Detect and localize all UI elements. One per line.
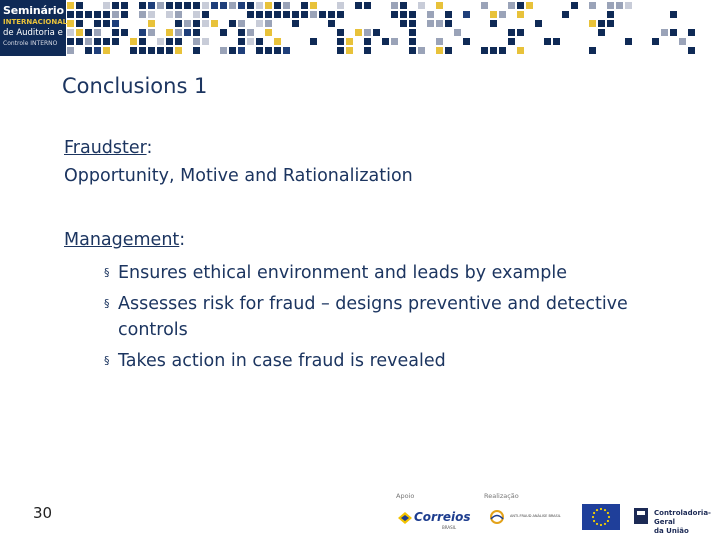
pattern-square [247,29,254,36]
pattern-square [247,11,254,18]
pattern-square [445,11,452,18]
pattern-square [130,47,137,54]
realization-emblem-icon [486,510,508,524]
pattern-square [517,47,524,54]
pattern-square [346,47,353,54]
pattern-square [256,11,263,18]
pattern-square [562,11,569,18]
bullet-item: § Assesses risk for fraud – designs preventive and detective controls [118,291,684,343]
pattern-square [517,2,524,9]
pattern-square [598,29,605,36]
pattern-square [652,38,659,45]
pattern-square [247,38,254,45]
pattern-square [67,11,74,18]
pattern-square [184,2,191,9]
eu-flag-icon [582,504,620,530]
pattern-square [193,38,200,45]
pattern-square [328,11,335,18]
pattern-square [121,2,128,9]
pattern-square [112,29,119,36]
bullet-square-icon: § [104,354,110,367]
pattern-square [409,11,416,18]
pattern-square [67,2,74,9]
eu-star [604,523,606,525]
pattern-square [274,47,281,54]
eu-star [600,524,602,526]
fraudster-heading-line: Fraudster: [64,138,153,158]
pattern-square [409,47,416,54]
pattern-square [148,47,155,54]
pattern-square [193,11,200,18]
cgu-emblem-icon [632,506,650,526]
pattern-square [337,38,344,45]
pattern-square [148,20,155,27]
pattern-square [166,38,173,45]
pattern-square [274,11,281,18]
pattern-square [85,11,92,18]
pattern-square [166,29,173,36]
support-label: Apoio [396,492,415,500]
pattern-square [265,47,272,54]
pattern-square [157,38,164,45]
pattern-square [301,2,308,9]
pattern-square [103,20,110,27]
pattern-square [364,38,371,45]
pattern-square [166,2,173,9]
pattern-square [130,38,137,45]
pattern-square [283,2,290,9]
pattern-square [94,11,101,18]
management-heading: Management [64,230,180,250]
pattern-square [112,11,119,18]
pattern-square [238,38,245,45]
pattern-square [436,2,443,9]
pattern-square [265,2,272,9]
pattern-square [499,47,506,54]
correios-sub: BRASIL [442,525,457,530]
pattern-square [139,47,146,54]
pattern-square [220,29,227,36]
pattern-square [238,47,245,54]
pattern-square [121,11,128,18]
eu-star [607,520,609,522]
pattern-square [103,2,110,9]
pattern-square [229,47,236,54]
pattern-square [409,20,416,27]
pattern-square [625,38,632,45]
pattern-square [283,11,290,18]
eu-star [600,508,602,510]
pattern-square [67,20,74,27]
realization-org-text: ANTI-FRAUD ANÁLISE BRASIL [510,514,561,518]
pattern-square [85,38,92,45]
pattern-square [517,11,524,18]
pattern-square [301,11,308,18]
pattern-square [688,47,695,54]
pattern-square [409,29,416,36]
pattern-square [283,47,290,54]
pattern-square [400,20,407,27]
pattern-square [112,2,119,9]
pattern-square [463,38,470,45]
pattern-square [346,38,353,45]
slide-body [64,134,684,379]
pattern-square [427,11,434,18]
pattern-square [67,29,74,36]
pattern-square [139,11,146,18]
pattern-square [265,29,272,36]
pattern-square [121,29,128,36]
pattern-square [184,29,191,36]
pattern-square [490,11,497,18]
pattern-square [535,20,542,27]
pattern-square [193,47,200,54]
pattern-square [310,38,317,45]
pattern-square [238,29,245,36]
pattern-square [526,2,533,9]
pattern-square [670,29,677,36]
pattern-square [220,47,227,54]
pattern-square [409,38,416,45]
pattern-square [202,2,209,9]
pattern-square [364,47,371,54]
pattern-square [625,2,632,9]
pattern-square [175,29,182,36]
pattern-square [337,47,344,54]
pattern-square [517,29,524,36]
correios-logo-icon [398,512,412,524]
pattern-square [400,11,407,18]
pattern-square [157,2,164,9]
pattern-square [139,2,146,9]
pattern-square [76,20,83,27]
pattern-square [265,20,272,27]
pattern-square [544,38,551,45]
pattern-square [436,38,443,45]
pattern-square [337,2,344,9]
pattern-square [238,2,245,9]
pattern-square [166,47,173,54]
pattern-square [247,2,254,9]
pattern-square [328,20,335,27]
pattern-square [436,47,443,54]
pattern-square [463,11,470,18]
pattern-square [193,2,200,9]
pattern-square [490,20,497,27]
pattern-square [481,47,488,54]
pattern-square [76,29,83,36]
pattern-square [94,47,101,54]
pattern-square [193,20,200,27]
pattern-square [148,29,155,36]
pattern-square [175,20,182,27]
pattern-square [238,20,245,27]
header-banner [0,0,720,60]
realization-label: Realização [484,492,519,500]
pattern-square [265,11,272,18]
pattern-square [445,47,452,54]
pattern-square [175,38,182,45]
pattern-square [661,29,668,36]
eu-star [593,520,595,522]
seminar-logo [0,0,66,56]
pattern-square [355,2,362,9]
pattern-square [616,2,623,9]
pattern-square [175,11,182,18]
pattern-square [175,2,182,9]
pattern-square [229,2,236,9]
sponsor-logos [390,490,720,540]
pattern-square [688,29,695,36]
pattern-square [103,38,110,45]
eu-star [604,509,606,511]
pattern-square [436,20,443,27]
fraudster-heading: Fraudster [64,138,147,158]
pattern-square [211,20,218,27]
pattern-square [454,29,461,36]
pattern-square [571,2,578,9]
pattern-square [499,11,506,18]
pattern-square [193,29,200,36]
pattern-square [589,20,596,27]
pattern-square [391,11,398,18]
pattern-square [364,2,371,9]
pattern-square [508,29,515,36]
pattern-square [589,47,596,54]
eu-star [592,516,594,518]
pixel-pattern-decoration [66,0,720,60]
management-heading-line: Management: [64,230,186,250]
pattern-square [76,38,83,45]
pattern-square [220,2,227,9]
pattern-square [103,11,110,18]
eu-star [607,512,609,514]
pattern-square [607,20,614,27]
pattern-square [418,47,425,54]
pattern-square [229,20,236,27]
cgu-name: Controladoria-Geral da União [654,509,711,535]
pattern-square [256,38,263,45]
pattern-square [310,2,317,9]
pattern-square [211,2,218,9]
eu-star [596,509,598,511]
management-bullet-list [64,260,684,374]
pattern-square [94,29,101,36]
pattern-square [184,20,191,27]
bullet-item: § Ensures ethical environment and leads by example [118,260,684,286]
logo-line-1: Seminário [3,4,64,17]
slide-title: Conclusions 1 [62,74,208,98]
page-number: 30 [33,504,53,522]
pattern-square [598,20,605,27]
pattern-square [85,29,92,36]
bullet-square-icon: § [104,297,110,310]
bullet-square-icon: § [104,266,110,279]
correios-name: Correios [414,510,471,524]
eu-star [593,512,595,514]
pattern-square [157,47,164,54]
pattern-square [76,11,83,18]
pattern-square [445,20,452,27]
pattern-square [418,2,425,9]
pattern-square [139,38,146,45]
pattern-square [103,47,110,54]
pattern-square [337,11,344,18]
pattern-square [364,29,371,36]
bullet-item: § Takes action in case fraud is revealed [118,348,684,374]
pattern-square [256,20,263,27]
pattern-square [148,11,155,18]
pattern-square [382,38,389,45]
pattern-square [490,47,497,54]
pattern-square [112,20,119,27]
pattern-square [67,38,74,45]
logo-line-3: de Auditoria e [3,28,63,38]
pattern-square [319,11,326,18]
pattern-square [139,29,146,36]
pattern-square [607,2,614,9]
pattern-square [76,2,83,9]
pattern-square [337,29,344,36]
pattern-square [202,38,209,45]
eu-star [608,516,610,518]
pattern-square [391,38,398,45]
pattern-square [508,2,515,9]
pattern-square [427,20,434,27]
pattern-square [256,47,263,54]
pattern-square [607,11,614,18]
pattern-square [202,20,209,27]
pattern-square [85,47,92,54]
eu-star [596,523,598,525]
pattern-square [67,47,74,54]
pattern-square [175,47,182,54]
pattern-square [670,11,677,18]
pattern-square [679,38,686,45]
logo-line-4: Controle INTERNO [3,40,58,47]
pattern-square [310,11,317,18]
pattern-square [274,38,281,45]
pattern-square [373,29,380,36]
pattern-square [508,38,515,45]
fraudster-text: Opportunity, Motive and Rationalization [64,166,413,186]
pattern-square [274,2,281,9]
pattern-square [481,2,488,9]
pattern-square [148,2,155,9]
pattern-square [589,2,596,9]
pattern-square [94,20,101,27]
pattern-square [400,2,407,9]
pattern-square [355,29,362,36]
pattern-square [292,20,299,27]
pattern-square [166,11,173,18]
pattern-square [202,11,209,18]
pattern-square [256,2,263,9]
logo-line-2: INTERNACIONAL [3,18,68,26]
pattern-square [112,38,119,45]
pattern-square [94,38,101,45]
pattern-square [292,11,299,18]
pattern-square [391,2,398,9]
pattern-square [553,38,560,45]
